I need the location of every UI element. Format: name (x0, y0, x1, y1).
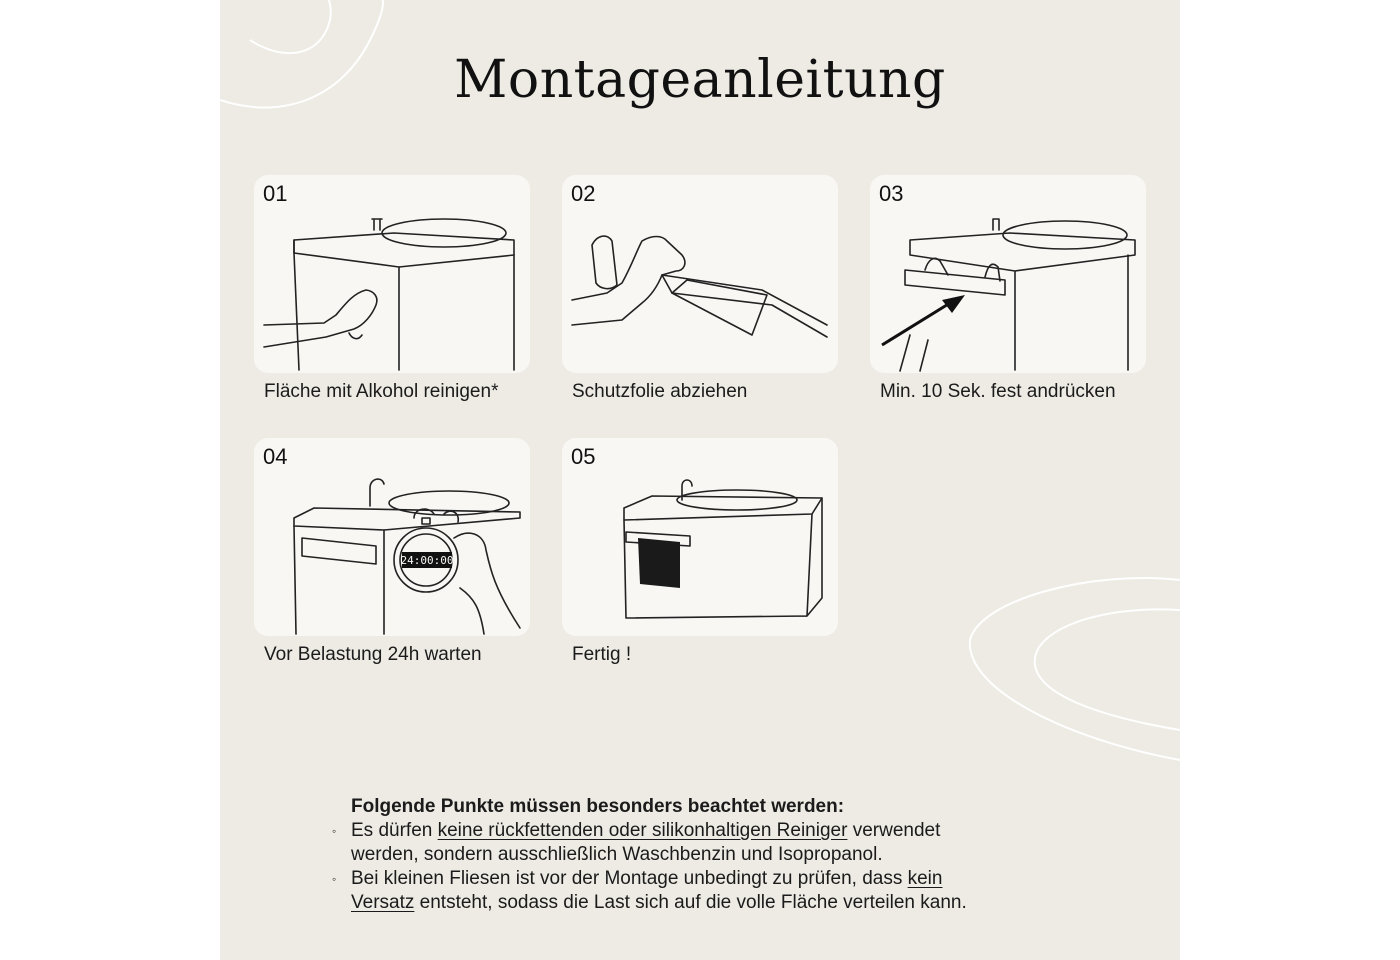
note-emphasis: keine rückfettenden oder silikonhaltigen Reiniger (437, 820, 848, 841)
step-caption-02: Schutzfolie abziehen (572, 381, 748, 402)
note-item-tiles (332, 867, 1071, 915)
note-text: werden, sondern ausschließlich Waschbenzin und Isopropanol. (351, 844, 883, 865)
note-item-cleaners (332, 819, 1071, 867)
peel-film-icon (562, 175, 838, 373)
step-number: 05 (571, 444, 596, 469)
note-text: Es dürfen (351, 820, 438, 841)
cleaning-hand-icon (254, 175, 530, 373)
instruction-sheet (220, 0, 1180, 960)
timer-display: 24:00:00 (400, 554, 454, 567)
step-caption-01: Fläche mit Alkohol reinigen* (264, 381, 499, 402)
notes-list (332, 819, 1071, 915)
step-caption-04: Vor Belastung 24h warten (264, 644, 482, 665)
notes-heading: Folgende Punkte müssen besonders beachtet werden: (351, 796, 845, 817)
step-card-01 (254, 175, 530, 373)
step-caption-03: Min. 10 Sek. fest andrücken (880, 381, 1116, 402)
notes-section (332, 795, 1071, 915)
step-number: 02 (571, 181, 596, 206)
step-card-02 (562, 175, 838, 373)
step-number: 01 (263, 181, 288, 206)
note-text: Bei kleinen Fliesen ist vor der Montage unbedingt zu prüfen, dass (351, 868, 908, 889)
press-mount-icon (870, 175, 1146, 373)
step-card-05 (562, 438, 838, 636)
note-text: verwendet (847, 820, 941, 841)
finished-towel-icon (562, 438, 838, 636)
bullet-icon: ◦ (332, 872, 337, 886)
step-number: 04 (263, 444, 288, 469)
step-caption-05: Fertig ! (572, 644, 632, 665)
step-number: 03 (879, 181, 904, 206)
step-card-03 (870, 175, 1146, 373)
bullet-icon: ◦ (332, 824, 337, 838)
note-text: entsteht, sodass die Last sich auf die volle Fläche verteilen kann. (414, 892, 967, 913)
page-title: Montageanleitung (454, 50, 946, 110)
stopwatch-icon (254, 438, 530, 636)
note-emphasis: kein (907, 868, 943, 889)
step-card-04 (254, 438, 530, 636)
note-emphasis: Versatz (351, 892, 415, 913)
